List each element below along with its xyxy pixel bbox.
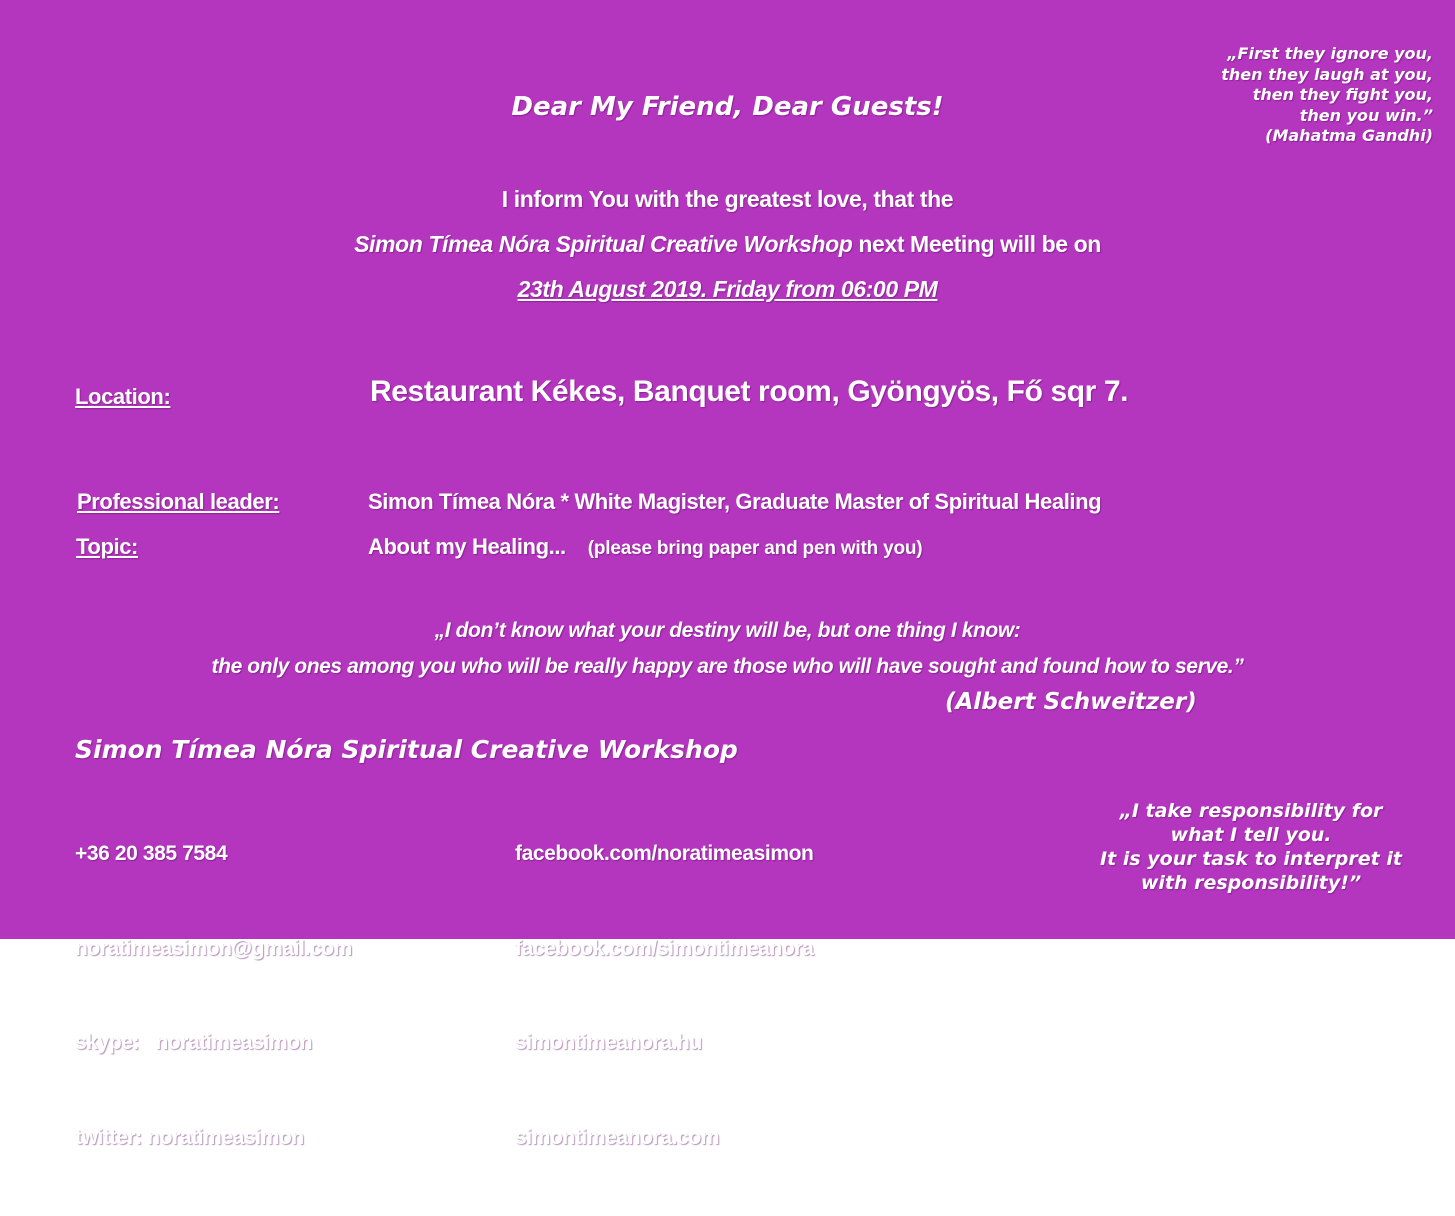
contact-phone: +36 20 385 7584 (75, 842, 228, 865)
contact-facebook-2: facebook.com/simontimeanora (515, 936, 814, 960)
responsibility-quote-line-4: with responsibility!” (1140, 872, 1362, 894)
announcement-line-2-rest: next Meeting will be on (852, 231, 1101, 257)
greeting-heading: Dear My Friend, Dear Guests! (511, 92, 944, 122)
topic-value: About my Healing... (368, 534, 566, 559)
footer-workshop-name: Simon Tímea Nóra Spiritual Creative Workshop (75, 735, 738, 764)
topic-value-line (368, 534, 922, 560)
gandhi-quote-line-3: then they fight you, (1252, 85, 1433, 104)
announcement-line-2 (0, 231, 1455, 258)
gandhi-quote-line-4: then you win.” (1299, 105, 1433, 125)
location-label: Location: (75, 384, 171, 409)
responsibility-quote-line-3: It is your task to interpret it (1100, 848, 1402, 870)
contact-column-left (75, 775, 352, 1216)
responsibility-quote-line-2: what I tell you. (1170, 824, 1332, 846)
gandhi-quote-line-1: „First they ignore you, (1227, 44, 1433, 63)
topic-label: Topic: (76, 534, 138, 559)
contact-email: noratimeasimon@gmail.com (75, 936, 352, 960)
professional-leader-value: Simon Tímea Nóra * White Magister, Graduate Master of Spiritual Healing (368, 489, 1102, 514)
contact-website-com: simontimeanora.com (515, 1125, 720, 1149)
meeting-date: 23th August 2019. Friday from 06:00 PM (517, 276, 938, 302)
contact-skype: skype: noratimeasimon (75, 1031, 313, 1054)
responsibility-quote-line-1: „I take responsibility for (1119, 800, 1383, 822)
contact-facebook-1: facebook.com/noratimeasimon (515, 842, 814, 865)
contact-column-right (515, 775, 813, 1216)
professional-leader-label: Professional leader: (77, 489, 280, 514)
announcement-line-1: I inform You with the greatest love, that the (501, 186, 954, 212)
contact-twitter: twitter: noratimeasimon (75, 1125, 304, 1149)
gandhi-quote-attribution: (Mahatma Gandhi) (1265, 126, 1433, 145)
location-value: Restaurant Kékes, Banquet room, Gyöngyös, Fő sqr 7. (370, 375, 1129, 408)
schweitzer-quote-line-2: the only ones among you who will be really happy are those who will have sought and found how to serve.” (211, 655, 1244, 678)
gandhi-quote-line-2: then they laugh at you, (1221, 64, 1433, 84)
schweitzer-quote-line-1: „I don’t know what your destiny will be, but one thing I know: (434, 619, 1021, 642)
contact-website-hu: simontimeanora.hu (515, 1031, 702, 1054)
schweitzer-quote-attribution: (Albert Schweitzer) (945, 689, 1197, 715)
topic-note: (please bring paper and pen with you) (587, 538, 923, 559)
workshop-name-inline: Simon Tímea Nóra Spiritual Creative Workshop (354, 231, 853, 257)
responsibility-quote (1065, 799, 1437, 895)
